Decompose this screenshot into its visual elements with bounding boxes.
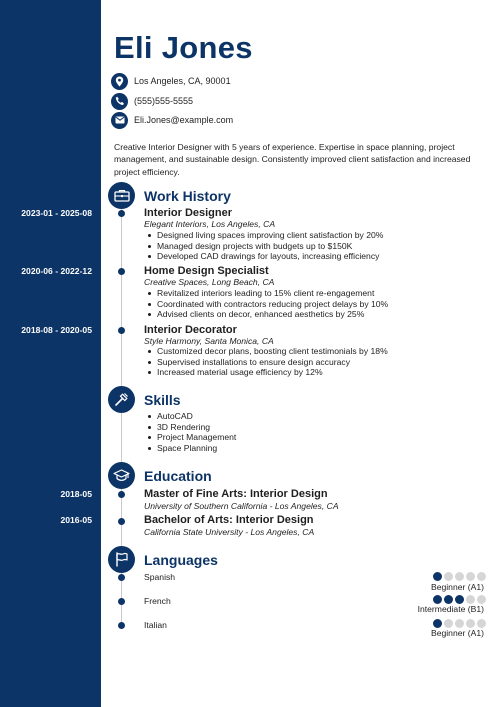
language-3-level: Beginner (A1) [430,628,484,638]
language-1-name: Spanish [144,572,176,582]
timeline-dot [118,268,125,275]
job-2-bullets [147,288,388,320]
job-2-title: Home Design Specialist [144,265,269,277]
rating-dot-empty [466,595,475,604]
timeline-dot [118,622,125,629]
language-1-rating [433,572,486,581]
flag-icon [108,546,135,573]
timeline-dot [118,327,125,334]
rating-dot-empty [455,572,464,581]
edu-2-school: California State University - Los Angeles, CA [144,527,315,537]
job-3-title: Interior Decorator [144,324,237,336]
left-sidebar [0,0,101,707]
list-item: Customized decor plans, boosting client testimonials by 18% [147,346,388,357]
list-item: Advised clients on decor, enhanced aesthetics by 25% [147,309,388,320]
contact-phone[interactable] [111,93,193,109]
rating-dot-filled [433,619,442,628]
timeline-dot [118,491,125,498]
language-2-level: Intermediate (B1) [417,604,484,614]
skills-list [147,411,236,454]
graduation-cap-icon [108,462,135,489]
rating-dot-empty [466,619,475,628]
list-item: Coordinated with contractors reducing project delays by 10% [147,299,388,310]
job-3-company: Style Harmony, Santa Monica, CA [144,336,274,346]
list-item: Supervised installations to ensure design accuracy [147,357,388,368]
rating-dot-filled [455,595,464,604]
job-1-bullets [147,230,383,262]
work-history-heading: Work History [144,188,231,204]
skills-heading: Skills [144,392,181,408]
edu-1-date: 2018-05 [60,489,92,499]
language-3-name: Italian [144,620,167,630]
briefcase-icon [108,182,135,209]
list-item: Revitalized interiors leading to 15% client re-engagement [147,288,388,299]
edu-1-school: University of Southern California - Los Angeles, CA [144,501,339,511]
timeline-dot [118,574,125,581]
job-2-company: Creative Spaces, Long Beach, CA [144,277,275,287]
job-3-dates: 2018-08 - 2020-05 [21,325,92,335]
rating-dot-empty [444,572,453,581]
timeline-dot [118,210,125,217]
list-item: Project Management [147,432,236,443]
list-item: Developed CAD drawings for layouts, increasing efficiency [147,251,383,262]
contact-phone-text: (555)555-5555 [134,96,194,106]
rating-dot-empty [455,619,464,628]
rating-dot-empty [477,572,486,581]
candidate-name: Eli Jones [114,30,253,65]
list-item: Managed design projects with budgets up to $150K [147,241,383,252]
tools-icon [108,386,135,413]
education-heading: Education [144,468,212,484]
contact-email-text: Eli.Jones@example.com [134,115,234,125]
job-1-dates: 2023-01 - 2025-08 [21,208,92,218]
timeline-dot [118,598,125,605]
rating-dot-filled [433,595,442,604]
contact-email[interactable] [111,112,233,128]
rating-dot-empty [444,619,453,628]
job-3-bullets [147,346,388,378]
timeline-dot [118,518,125,525]
job-1-title: Interior Designer [144,207,233,219]
contact-location [111,73,231,89]
language-2-name: French [144,596,171,606]
edu-2-degree: Bachelor of Arts: Interior Design [144,514,314,526]
phone-icon [111,93,128,110]
location-pin-icon [111,73,128,90]
language-3-rating [433,619,486,628]
rating-dot-empty [477,619,486,628]
language-1-level: Beginner (A1) [430,582,484,592]
rating-dot-filled [444,595,453,604]
languages-heading: Languages [144,552,218,568]
list-item: Designed living spaces improving client satisfaction by 20% [147,230,383,241]
list-item: Space Planning [147,443,236,454]
list-item: 3D Rendering [147,422,236,433]
rating-dot-empty [477,595,486,604]
language-2-rating [433,595,486,604]
email-icon [111,112,128,129]
list-item: Increased material usage efficiency by 12% [147,367,388,378]
list-item: AutoCAD [147,411,236,422]
job-2-dates: 2020-06 - 2022-12 [21,266,92,276]
rating-dot-filled [433,572,442,581]
edu-1-degree: Master of Fine Arts: Interior Design [144,488,328,500]
edu-2-date: 2016-05 [60,515,92,525]
professional-summary: Creative Interior Designer with 5 years of experience. Expertise in space planning, project management, and sustainable design. Consistently improved client satisfaction and increased project efficiency. [114,142,471,177]
contact-location-text: Los Angeles, CA, 90001 [134,76,231,86]
job-1-company: Elegant Interiors, Los Angeles, CA [144,219,276,229]
rating-dot-empty [466,572,475,581]
